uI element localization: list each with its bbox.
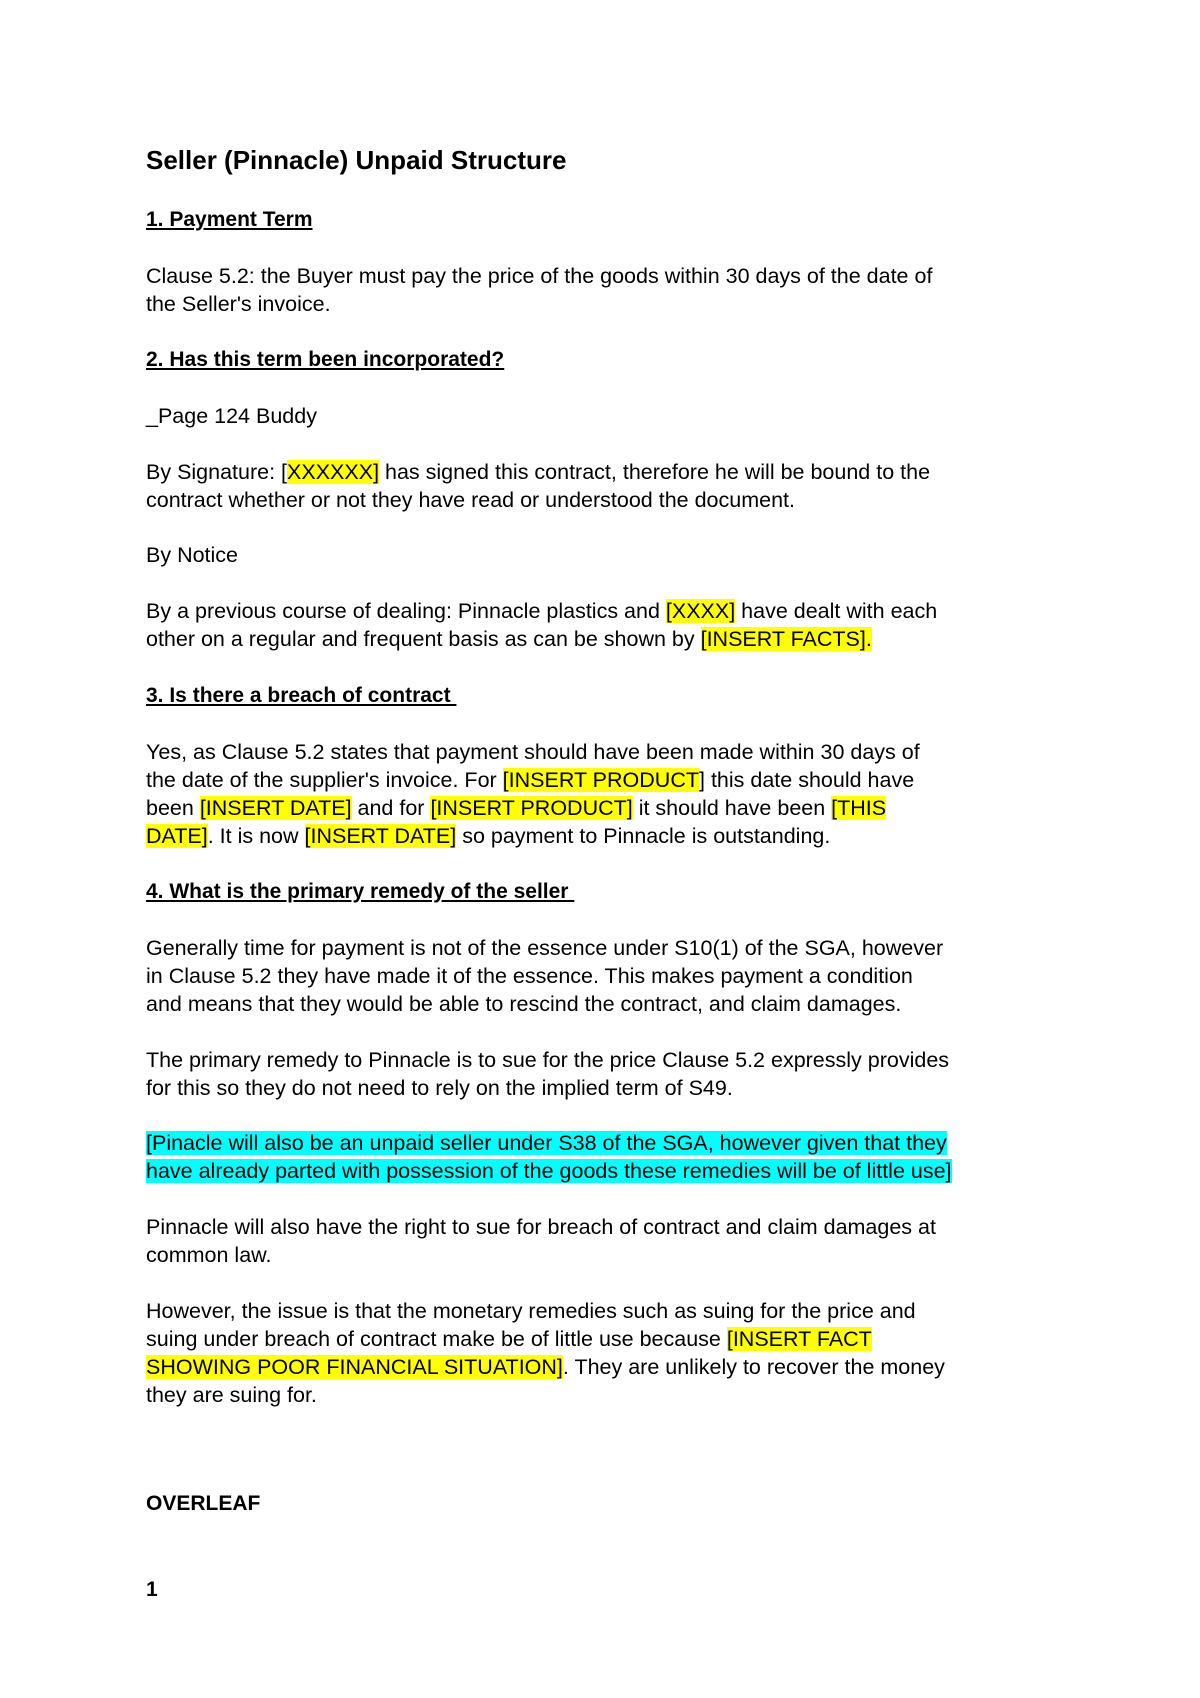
highlight-placeholder: [INSERT DATE] — [304, 824, 457, 848]
text-run: have dealt with each — [735, 599, 938, 623]
highlight-placeholder: [INSERT FACTS]. — [700, 627, 872, 651]
text-line: Yes, as Clause 5.2 states that payment should have been made within 30 days of — [146, 740, 920, 764]
heading-payment-term: 1. Payment Term — [146, 208, 313, 231]
highlight-cyan: [Pinacle will also be an unpaid seller under S38 of the SGA, however given that they — [146, 1131, 947, 1155]
text-run: been — [146, 796, 200, 820]
paragraph-clause-5-2 — [146, 262, 1076, 318]
text-run: the date of the supplier's invoice. For — [146, 768, 503, 792]
paragraph-course-of-dealing — [146, 597, 1076, 653]
text-line: common law. — [146, 1243, 272, 1267]
text-line: in Clause 5.2 they have made it of the essence. This makes payment a condition — [146, 964, 913, 988]
text-run: it should have been — [632, 796, 832, 820]
text-line — [146, 766, 1076, 794]
paragraph-page-ref — [146, 402, 1076, 430]
text-run: ] this date should have — [699, 768, 915, 792]
paragraph-monetary-remedies — [146, 1297, 1076, 1409]
paragraph-by-notice — [146, 541, 1076, 569]
page-number: 1 — [146, 1578, 158, 1601]
text-line — [146, 1325, 1076, 1353]
text-line — [146, 1129, 1076, 1157]
document-title: Seller (Pinnacle) Unpaid Structure — [146, 145, 567, 175]
highlight-placeholder: XXXXXX] — [287, 460, 380, 484]
text-line: and means that they would be able to rescind the contract, and claim damages. — [146, 992, 902, 1016]
text-line: they are suing for. — [146, 1383, 317, 1407]
highlight-placeholder: [INSERT PRODUCT] — [430, 796, 633, 820]
overleaf-label: OVERLEAF — [146, 1492, 261, 1515]
text-line — [146, 625, 1076, 653]
paragraph-unpaid-seller-highlight — [146, 1129, 1076, 1185]
paragraph-by-signature — [146, 458, 1076, 514]
text-line: contract whether or not they have read or understood the document. — [146, 488, 795, 512]
text-run: other on a regular and frequent basis as can be shown by — [146, 627, 701, 651]
highlight-placeholder: SHOWING POOR FINANCIAL SITUATION] — [146, 1355, 563, 1379]
text-line: Clause 5.2: the Buyer must pay the price of the goods within 30 days of the date of — [146, 264, 933, 288]
heading-breach: 3. Is there a breach of contract — [146, 684, 457, 707]
text-run: . It is now — [207, 824, 305, 848]
text-line — [146, 822, 1076, 850]
highlight-placeholder: [INSERT DATE] — [199, 796, 352, 820]
text-line — [146, 458, 1076, 486]
text-line: the Seller's invoice. — [146, 292, 331, 316]
highlight-placeholder: [INSERT PRODUCT — [502, 768, 699, 792]
text-run: and for — [351, 796, 431, 820]
text-line: Generally time for payment is not of the essence under S10(1) of the SGA, however — [146, 936, 944, 960]
text-run: By a previous course of dealing: Pinnacle plastics and — [146, 599, 666, 623]
highlight-placeholder: [INSERT FACT — [726, 1327, 872, 1351]
text-run: so payment to Pinnacle is outstanding. — [456, 824, 831, 848]
paragraph-primary-remedy — [146, 1046, 1076, 1102]
text-run: has signed this contract, therefore he will be bound to the — [379, 460, 931, 484]
text-run: suing under breach of contract make be of little use because — [146, 1327, 727, 1351]
highlight-placeholder: [XXXX] — [665, 599, 736, 623]
text-line: The primary remedy to Pinnacle is to sue for the price Clause 5.2 expressly provides — [146, 1048, 950, 1072]
text-line — [146, 597, 1076, 625]
highlight-cyan: have already parted with possession of the goods these remedies will be of little use] — [146, 1159, 952, 1183]
text-line: By Notice — [146, 543, 239, 567]
text-line — [146, 1353, 1076, 1381]
text-run: . They are unlikely to recover the money — [562, 1355, 945, 1379]
text-line: _Page 124 Buddy — [146, 404, 317, 428]
paragraph-time-of-essence — [146, 934, 1076, 1018]
heading-primary-remedy: 4. What is the primary remedy of the seller — [146, 880, 575, 903]
paragraph-breach-damages — [146, 1213, 1076, 1269]
text-line: However, the issue is that the monetary remedies such as suing for the price and — [146, 1299, 916, 1323]
text-line: for this so they do not need to rely on the implied term of S49. — [146, 1076, 733, 1100]
paragraph-breach — [146, 738, 1076, 850]
text-line — [146, 1157, 1076, 1185]
text-run: By Signature: [ — [146, 460, 288, 484]
text-line — [146, 794, 1076, 822]
heading-incorporated: 2. Has this term been incorporated? — [146, 348, 505, 371]
highlight-placeholder: DATE] — [146, 824, 208, 848]
text-line: Pinnacle will also have the right to sue for breach of contract and claim damages at — [146, 1215, 936, 1239]
highlight-placeholder: [THIS — [831, 796, 887, 820]
